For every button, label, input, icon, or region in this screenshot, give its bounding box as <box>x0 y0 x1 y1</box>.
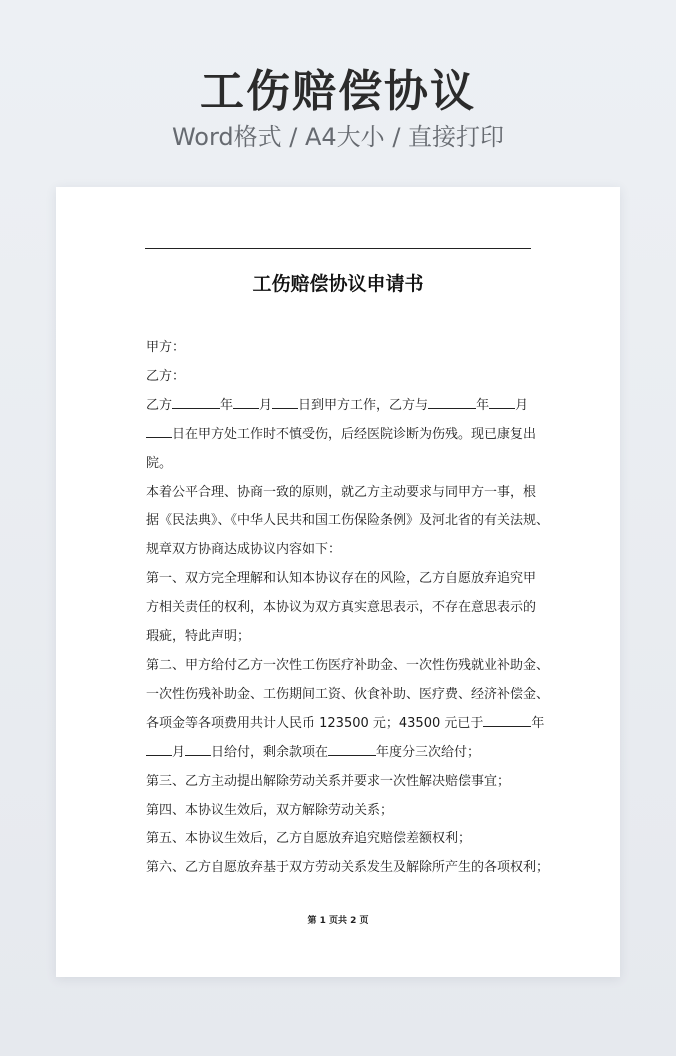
banner-subtitle: Word格式 / A4大小 / 直接打印 <box>171 123 505 151</box>
paragraph-principle-line-1: 本着公平合理、协商一致的原则，就乙方主动要求与同甲方一事，根 <box>146 484 537 500</box>
document-body <box>146 334 550 883</box>
blank-line <box>328 741 376 756</box>
page-number-footer: 第 1 页共 2 页 <box>307 916 369 926</box>
blank-line <box>146 741 172 756</box>
document-title: 工伤赔偿协议申请书 <box>252 273 424 295</box>
clause-6: 第六、乙方自愿放弃基于双方劳动关系发生及解除所产生的各项权利； <box>146 860 550 876</box>
text-segment: 月 <box>515 397 529 413</box>
clause-2-line-1: 第二、甲方给付乙方一次性工伤医疗补助金、一次性伤残就业补助金、 <box>146 657 550 673</box>
text-segment: 年 <box>476 397 490 413</box>
blank-line <box>272 394 298 409</box>
clause-5: 第五、本协议生效后，乙方自愿放弃追究赔偿差额权利； <box>146 831 472 847</box>
blank-line <box>428 394 476 409</box>
clause-2-line-3 <box>146 710 546 739</box>
blank-line <box>489 394 515 409</box>
paragraph-employment-line-2 <box>146 421 546 450</box>
text-segment: 月 <box>172 744 186 760</box>
blank-line <box>172 394 220 409</box>
text-segment: 日到甲方工作，乙方与 <box>298 397 429 413</box>
text-segment: 乙方 <box>146 397 173 413</box>
paragraph-principle-line-3: 规章双方协商达成协议内容如下： <box>146 542 342 558</box>
document-page <box>56 187 620 977</box>
party-a-line: 甲方： <box>146 340 186 355</box>
paragraph-employment-line-1 <box>146 392 546 421</box>
text-segment: 月 <box>259 397 273 413</box>
clause-1-line-2: 方相关责任的权利，本协议为双方真实意思表示，不存在意思表示的 <box>146 600 537 616</box>
clause-3: 第三、乙方主动提出解除劳动关系并要求一次性解决赔偿事宜； <box>146 773 511 789</box>
blank-line <box>146 423 172 438</box>
blank-line <box>483 712 531 727</box>
clause-2-line-2: 一次性伤残补助金、工伤期间工资、伙食补助、医疗费、经济补偿金、 <box>146 686 550 702</box>
clause-1-line-3: 瑕疵，特此声明； <box>146 629 251 645</box>
paragraph-principle-line-2: 据《民法典》、《中华人民共和国工伤保险条例》及河北省的有关法规、 <box>146 513 550 529</box>
banner-title: 工伤赔偿协议 <box>200 66 476 117</box>
paragraph-employment-line-3: 院。 <box>146 455 173 471</box>
text-segment: 日在甲方处工作时不慎受伤，后经医院诊断为伤残。现已康复出 <box>172 426 537 442</box>
text-segment: 年 <box>531 715 545 731</box>
header-rule <box>145 248 531 249</box>
blank-line <box>185 741 211 756</box>
text-segment: 日给付，剩余款项在 <box>211 744 329 760</box>
clause-1-line-1: 第一、双方完全理解和认知本协议存在的风险，乙方自愿放弃追究甲 <box>146 571 537 587</box>
text-segment: 各项金等各项费用共计人民币 123500 元；43500 元已于 <box>146 715 484 731</box>
party-b-line: 乙方： <box>146 368 186 384</box>
text-segment: 年度分三次给付； <box>376 744 481 760</box>
clause-2-line-4 <box>146 739 546 768</box>
blank-line <box>233 394 259 409</box>
clause-4: 第四、本协议生效后，双方解除劳动关系； <box>146 802 394 818</box>
text-segment: 年 <box>220 397 234 413</box>
